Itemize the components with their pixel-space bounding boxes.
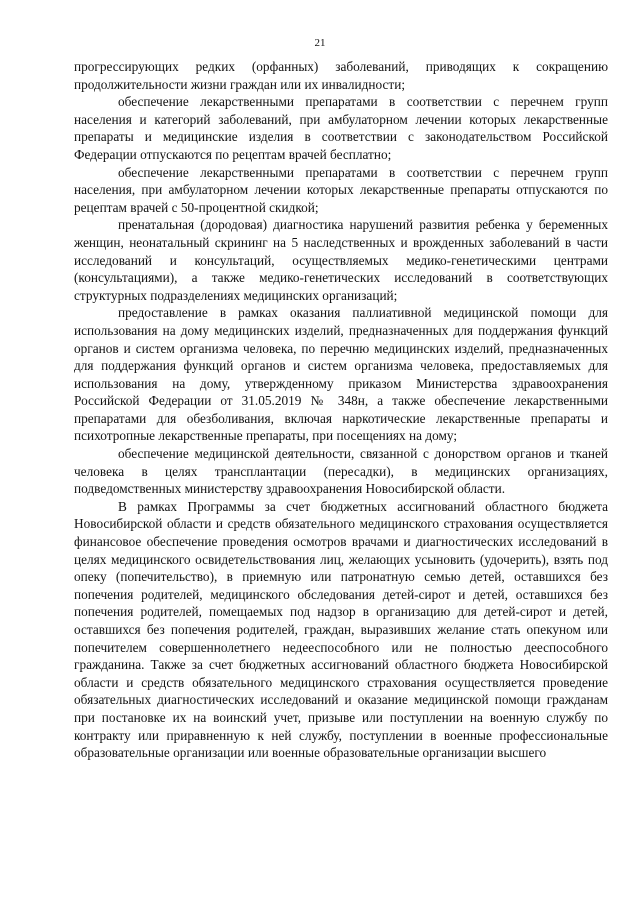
paragraph-program-financing: В рамках Программы за счет бюджетных ассигнований областного бюджета Новосибирской области и средств обязательного медицинского страхования осуществляется финансовое обеспечение проведения осмотров врачами и диагностических исследований в целях медицинского освидетельствования лиц, желающих усыновить (удочерить), взять под опеку (попечительство), в приемную или патронатную семью детей, оставшихся без попечения родителей, медицинского обследования детей-сирот и детей, оставшихся без попечения родителей, помещаемых под надзор в организацию для детей-сирот и детей, оставшихся без попечения родителей, граждан, выразивших желание стать опекуном или попечителем совершеннолетнего недееспособного или не полностью дееспособного гражданина. Также за счет бюджетных ассигнований областного бюджета Новосибирской области и средств обязательного медицинского страхования осуществляется проведение обязательных диагностических исследований и оказание медицинской помощи гражданам при постановке их на воинский учет, призыве или поступлении на военную службу по контракту или приравненную к ней службу, поступлении в военные профессиональные образовательные организации или военные образовательные организации высшего — [74, 498, 608, 761]
document-body — [74, 58, 608, 762]
paragraph-free-drug-provision: обеспечение лекарственными препаратами в соответствии с перечнем групп населения и категорий заболеваний, при амбулаторном лечении которых лекарственные препараты и медицинские изделия в соответствии с законодательством Российской Федерации отпускаются по рецептам врачей бесплатно; — [74, 94, 608, 162]
paragraph-prenatal-diagnostics: пренатальная (дородовая) диагностика нарушений развития ребенка у беременных женщин, неонатальный скрининг на 5 наследственных и врожденных заболеваний в части исследований и консультаций, осуществляемых медико-генетическими центрами (консультациями), а также медико-генетических исследований в соответствующих структурных подразделениях медицинских организаций; — [74, 217, 608, 303]
paragraph-discount-drug-provision: обеспечение лекарственными препаратами в соответствии с перечнем групп населения, при амбулаторном лечении которых лекарственные препараты отпускаются по рецептам врачей с 50-процентной скидкой; — [74, 164, 608, 215]
paragraph-palliative-care: предоставление в рамках оказания паллиативной медицинской помощи для использования на дому медицинских изделий, предназначенных для поддержания функций органов и систем организма человека, по перечню медицинских изделий, предназначенных для поддержания функций органов и систем организма человека, предоставляемых для использования на дому, утвержденному приказом Министерства здравоохранения Российской Федерации от 31.05.2019 № 348н, а также обеспечение лекарственными препаратами для обезболивания, включая наркотические лекарственные препараты и психотропные лекарственные препараты, при посещениях на дому; — [74, 305, 608, 444]
paragraph-continuation: прогрессирующих редких (орфанных) заболеваний, приводящих к сокращению продолжительности жизни граждан или их инвалидности; — [74, 59, 608, 92]
page-number: 21 — [314, 37, 326, 49]
paragraph-organ-donation: обеспечение медицинской деятельности, связанной с донорством органов и тканей человека в целях трансплантации (пересадки), в медицинских организациях, подведомственных министерству здравоохранения Новосибирской области. — [74, 446, 608, 497]
